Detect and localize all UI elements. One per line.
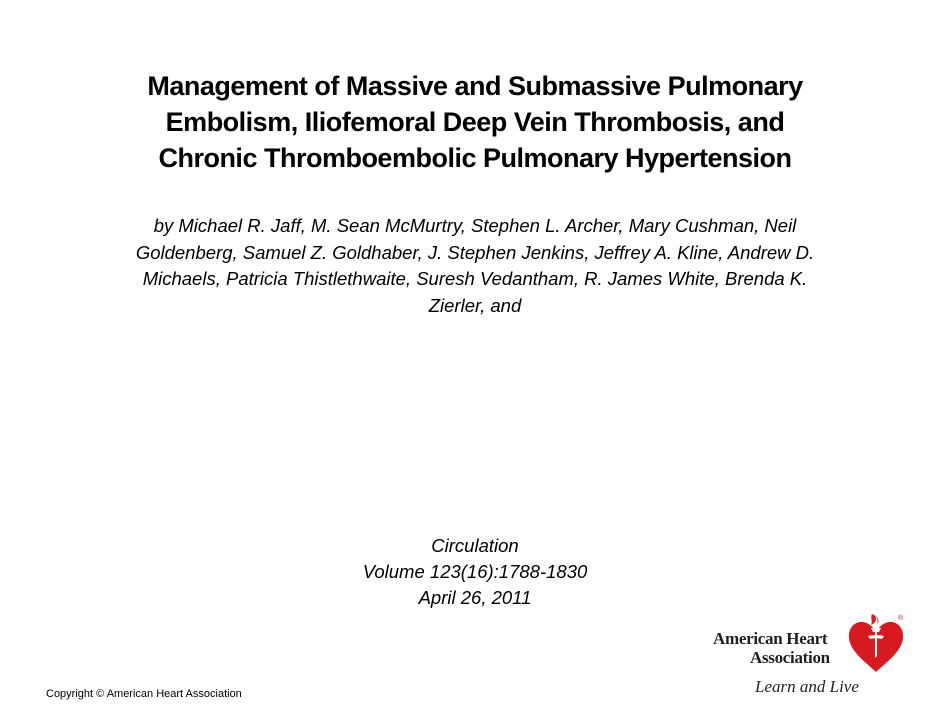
- logo-org-line-1: American Heart: [713, 629, 828, 648]
- authors-line-2: Goldenberg, Samuel Z. Goldhaber, J. Stephen Jenkins, Jeffrey A. Kline, Andrew D.: [135, 241, 815, 263]
- slide-title: [60, 68, 890, 176]
- journal-name: Circulation: [431, 535, 519, 556]
- authors-line-1: by Michael R. Jaff, M. Sean McMurtry, Stephen L. Archer, Mary Cushman, Neil: [153, 215, 797, 236]
- authors-line-4: Zierler, and: [428, 294, 522, 316]
- aha-logo: [708, 612, 908, 702]
- logo-org-line-2: Association: [750, 648, 830, 667]
- title-line-1: Management of Massive and Submassive Pulmonary: [147, 71, 803, 101]
- logo-tagline: Learn and Live: [755, 677, 859, 696]
- journal-volume: Volume 123(16):1788-1830: [362, 561, 588, 582]
- publication-date: April 26, 2011: [418, 587, 532, 608]
- registered-mark: ®: [898, 615, 904, 622]
- authors-line-3: Michaels, Patricia Thistlethwaite, Suresh Vedantham, R. James White, Brenda K.: [142, 268, 808, 289]
- copyright-notice: Copyright © American Heart Association: [46, 688, 242, 700]
- citation-block: [275, 533, 675, 611]
- heart-torch-icon: [846, 612, 906, 674]
- title-line-3: Chronic Thromboembolic Pulmonary Hypertension: [158, 143, 792, 173]
- title-line-2: Embolism, Iliofemoral Deep Vein Thrombosis, and: [165, 107, 785, 137]
- author-list: [80, 213, 870, 319]
